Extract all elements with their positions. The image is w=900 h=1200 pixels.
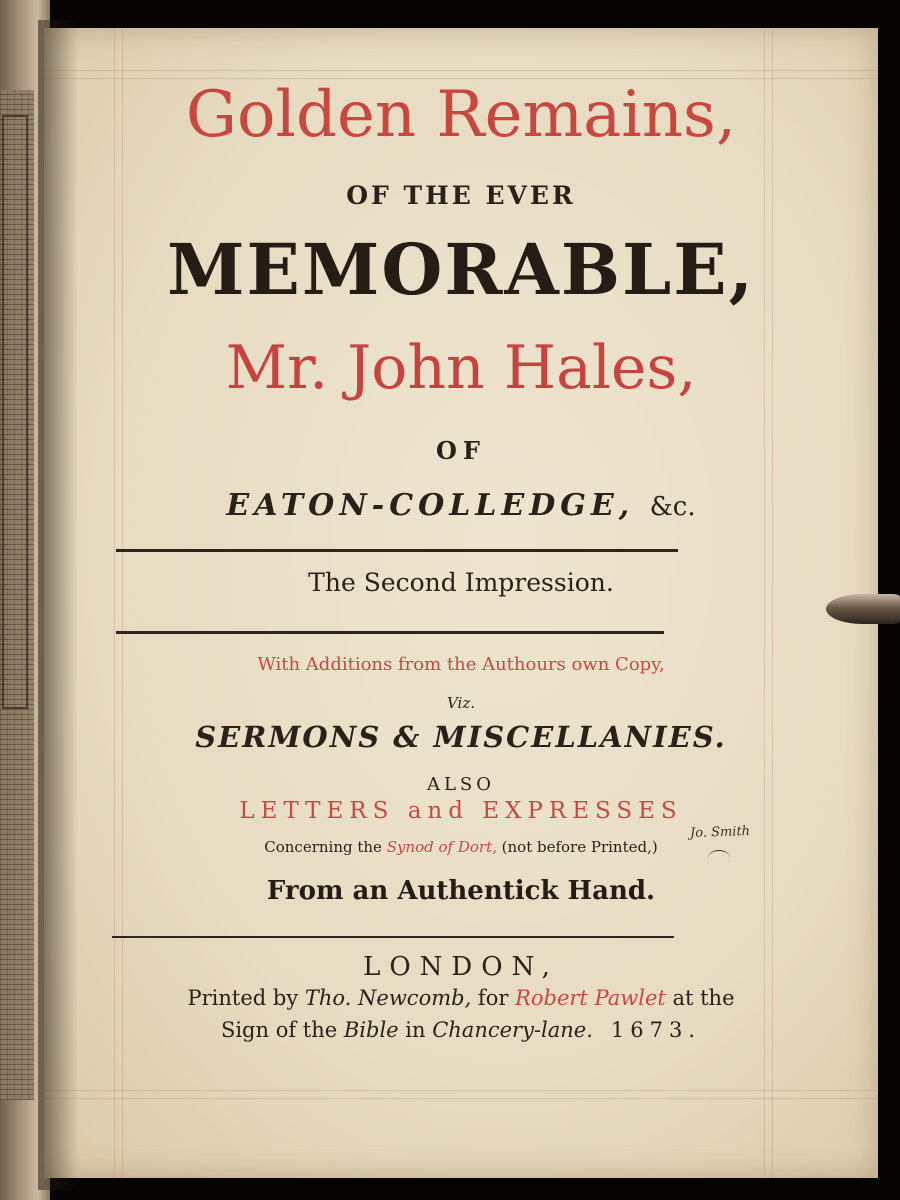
- concerning-line: [44, 838, 878, 856]
- book-clip: [826, 594, 900, 624]
- contents-line: SERMONS & MISCELLANIES.: [195, 720, 727, 754]
- printed-for: for: [471, 986, 516, 1010]
- bookseller-name: Robert Pawlet: [515, 986, 666, 1010]
- sign-in: in: [398, 1018, 433, 1042]
- printed-at: at the: [665, 986, 735, 1010]
- synod-name: Synod of Dort,: [386, 838, 497, 856]
- additions-statement: With Additions from the Authours own Copy,: [257, 654, 665, 675]
- engraving-frame: [2, 115, 28, 709]
- imprint-printer: [44, 986, 878, 1010]
- title-of: OF: [436, 436, 486, 465]
- etc-mark: &c.: [649, 492, 696, 522]
- viz-label: Viz.: [446, 694, 476, 712]
- title-page: [44, 28, 878, 1178]
- margin-rule: [44, 1098, 878, 1099]
- facing-page-edge: [0, 0, 50, 1200]
- sign-lane: Chancery-lane.: [432, 1018, 593, 1042]
- authentick-line: From an Authentick Hand.: [266, 876, 656, 906]
- handwritten-signature: Jo. Smith: [689, 823, 751, 842]
- college-name: EATON-COLLEDGE,: [226, 488, 635, 523]
- margin-rule: [44, 70, 878, 71]
- letters-line: LETTERS and EXPRESSES: [239, 798, 683, 824]
- rule-divider: [112, 936, 674, 938]
- imprint-sign: [44, 1018, 878, 1042]
- book-title: Golden Remains,: [185, 78, 737, 152]
- imprint-year: 1673.: [610, 1018, 702, 1042]
- author-college: [44, 488, 878, 523]
- printed-by: Printed by: [187, 986, 305, 1010]
- concerning-suffix: (not before Printed,): [496, 838, 658, 856]
- imprint-city: LONDON,: [363, 952, 559, 982]
- sign-prefix: Sign of the: [220, 1018, 344, 1042]
- signature-flourish: [708, 850, 730, 865]
- title-memorable: MEMORABLE,: [167, 228, 755, 311]
- rule-divider: [116, 631, 664, 634]
- sign-bible: Bible: [343, 1018, 399, 1042]
- concerning-prefix: Concerning the: [264, 838, 387, 856]
- also-label: ALSO: [426, 774, 496, 795]
- rule-divider: [116, 549, 678, 552]
- author-name: Mr. John Hales,: [225, 333, 697, 403]
- margin-rule: [44, 1090, 878, 1091]
- printer-name: Tho. Newcomb,: [304, 986, 472, 1010]
- edition-statement: The Second Impression.: [308, 568, 614, 597]
- title-of-the-ever: OF THE EVER: [346, 181, 576, 210]
